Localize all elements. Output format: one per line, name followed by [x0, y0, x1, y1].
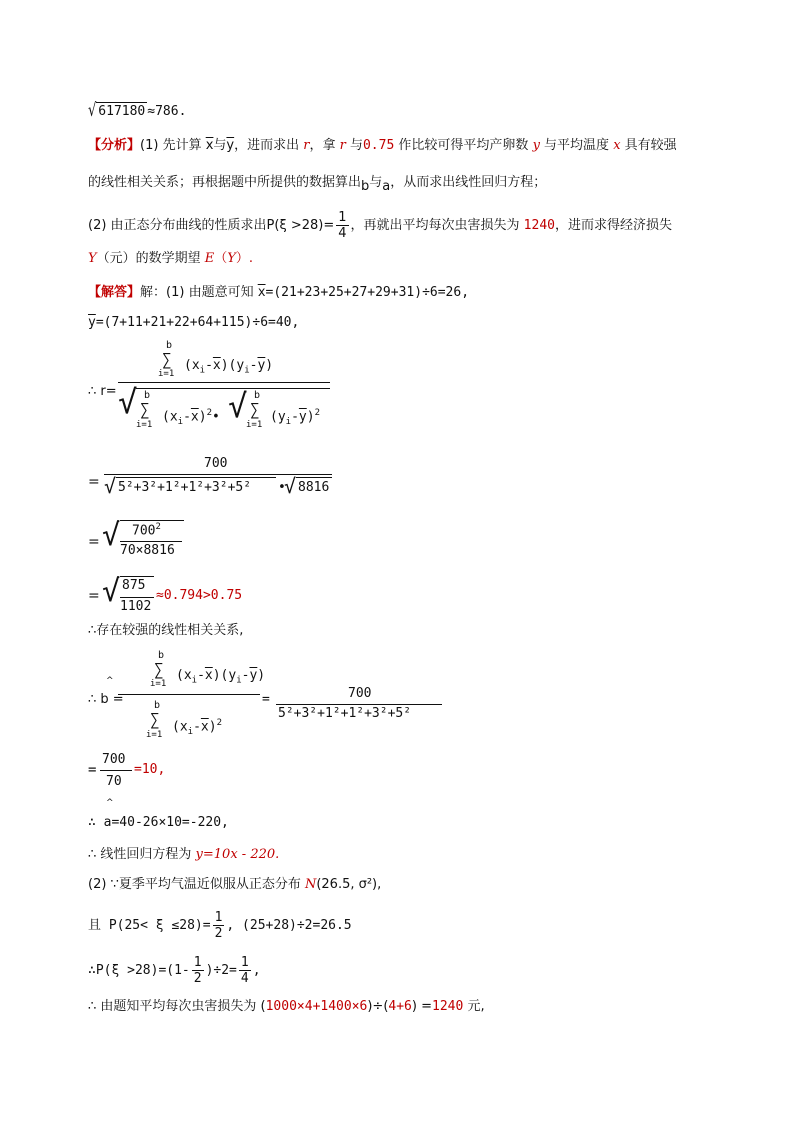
b-formula: b ∑ i=1 $(x_i-\overline{x})(y_i-\overline{y})$ b ∑ i=1 $(x_i-\overline{x})^2$ [118, 650, 260, 750]
part2-line-2: 且 P(25< ξ ≤28)= $\frac{1}{2}$ , (25+28)÷2=26.5 [88, 910, 352, 941]
part2-line-3: ∴P(ξ >28)=(1- $\frac{1}{2}$ )÷2= $\frac{1}{4}$ , [88, 955, 261, 986]
sqrt-result-line: √ 617180 ≈786. [88, 100, 187, 122]
r-formula: b ∑ i=1 $(x_i-\overline{x})(y_i-\overline{y})$ √ b ∑ i=1 $(x_i-\overline{x})^2•$ √ b ∑ i=1 $(y_i-\overline{y})^2$ [118, 340, 330, 446]
b-result: = 700 70 =10, [88, 752, 166, 789]
analysis-line-1: 【分析】(1) 先计算 $\overline{x}$与$\overline{y}$，进而求出 r，拿 r 与0.75 作比较可得平均产卵数 y 与平均温度 x 具有较强 [88, 138, 677, 153]
a-line: ∴ a=40-26×10=-220, [88, 815, 229, 830]
part2-line-1: (2) ∵夏季平均气温近似服从正态分布 N(26.5, σ²), [88, 877, 382, 892]
analysis-line-2: 的线性相关关系；再根据题中所提供的数据算出b与a，从而求出线性回归方程； [88, 175, 547, 194]
solution-line-2: $\overline{y}=(7+11+21+22+64+115)\div 6=40$, [88, 315, 300, 330]
exists-line: ∴存在较强的线性相关关系, [88, 623, 244, 638]
eq-2: = [88, 474, 100, 490]
r-formula-2: 700 √ 5²+3²+1²+1²+3²+5² • √ 8816 [104, 456, 332, 500]
eq-4: = [88, 588, 100, 604]
r-formula-4: √ 875 1102 ≈0.794>0.75 [102, 574, 243, 614]
regression-line: ∴ 线性回归方程为 y=10x - 220. [88, 847, 280, 862]
b-hat: ^ [106, 676, 114, 686]
part2-line-4: ∴ 由题知平均每次虫害损失为 (1000×4+1400×6)÷(4+6) =1240 元, [88, 999, 485, 1014]
r-formula-3: √ $700^2$ 70×8816 [102, 514, 192, 560]
b-lead: ∴ b = [88, 692, 124, 707]
solution-line-1: 【解答】解：(1) 由题意可知 $\overline{x}=(21+23+25+27+29+31)\div 6=26$, [88, 285, 470, 300]
analysis-line-4: Y（元）的数学期望 E（Y）. [88, 251, 253, 266]
a-hat: ^ [106, 798, 114, 808]
b-formula-2: = 700 5²+3²+1²+1²+3²+5² [262, 686, 442, 726]
analysis-line-3: (2) 由正态分布曲线的性质求出P(ξ >28)= $\frac{1}{4}$ ，再就出平均每次虫害损失为 1240，进而求得经济损失 [88, 210, 672, 241]
r-lead: ∴ r= [88, 384, 117, 399]
eq-3: = [88, 534, 100, 550]
